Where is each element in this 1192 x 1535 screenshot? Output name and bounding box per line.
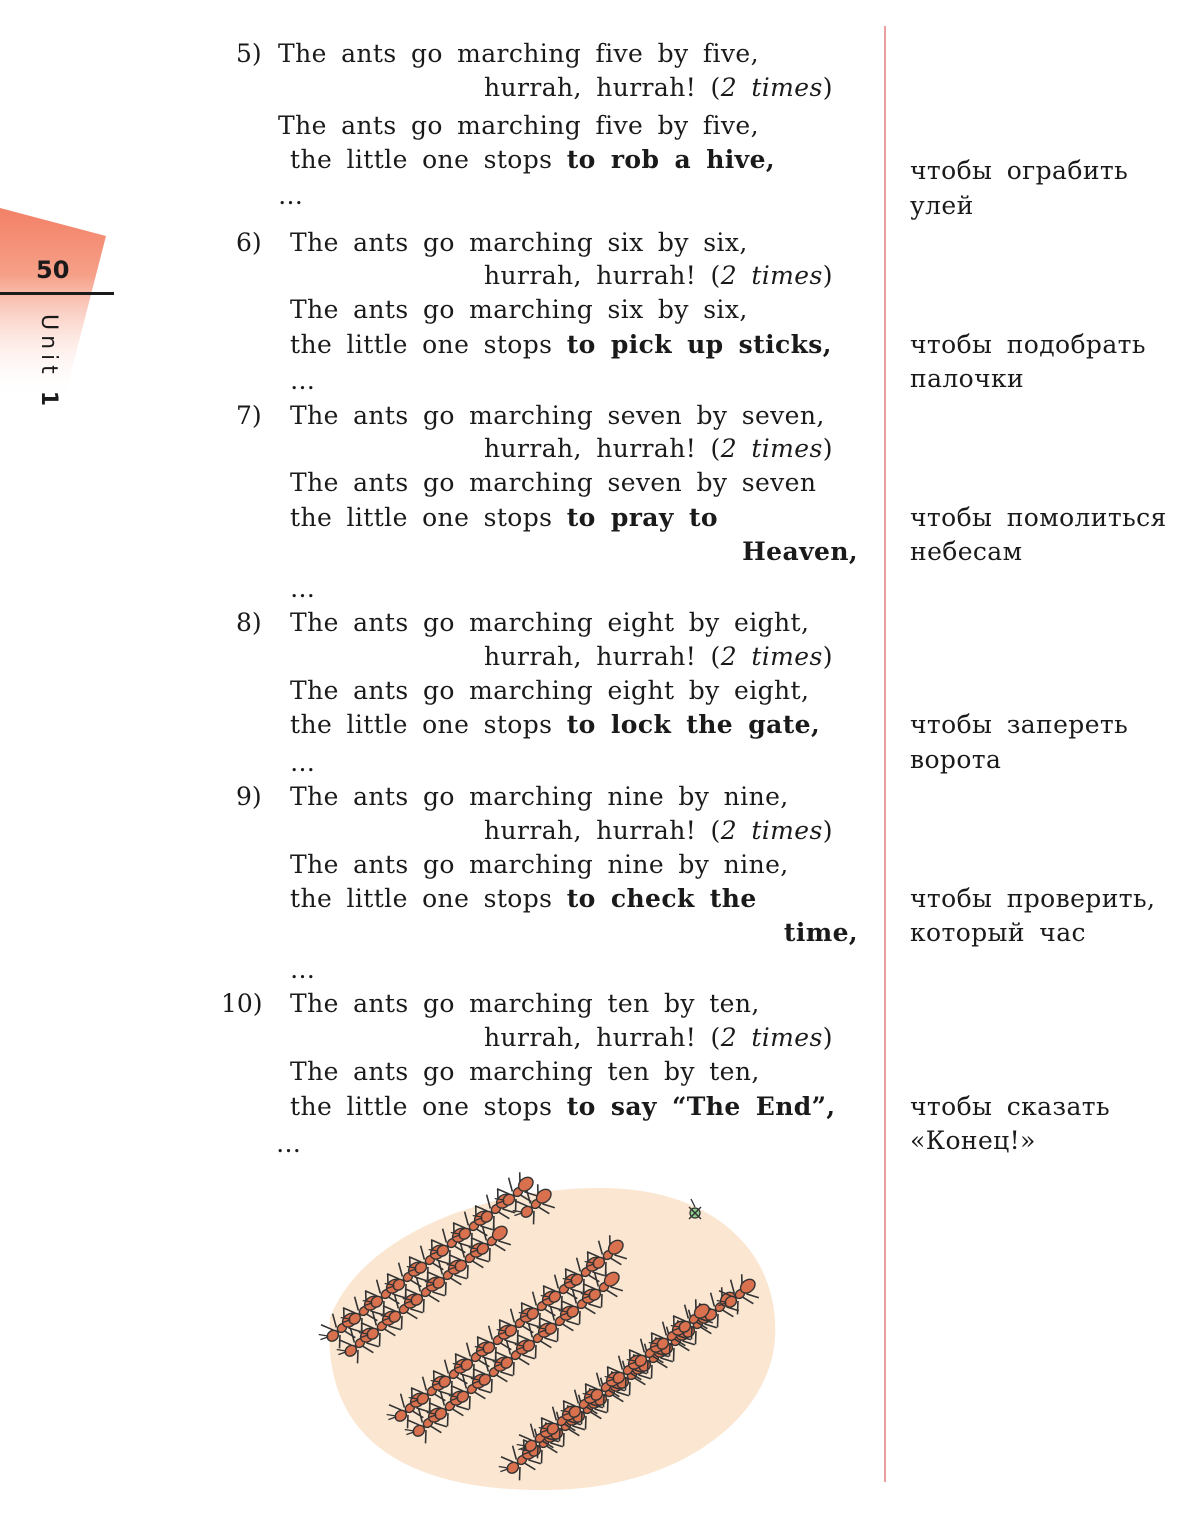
translation-gloss: улей — [910, 191, 974, 220]
unit-number: 1 — [36, 390, 61, 412]
key-phrase: to rob a hive, — [566, 145, 776, 174]
verse-line: The ants go marching five by five, — [278, 39, 759, 68]
unit-label — [36, 314, 61, 411]
refrain-line: hurrah, hurrah! (2 times) — [484, 73, 833, 102]
ellipsis: … — [290, 366, 316, 395]
verse-stop-line: the little one stops to pray to — [290, 503, 718, 532]
marching-ants-illustration — [300, 1168, 790, 1498]
verse-line: The ants go marching ten by ten, — [290, 1057, 760, 1086]
verse-stop-line: the little one stops to rob a hive, — [290, 145, 776, 174]
ellipsis: … — [290, 574, 316, 603]
refrain-times: 2 times — [720, 1023, 823, 1052]
verse-line: The ants go marching five by five, — [278, 111, 759, 140]
translation-gloss: «Конец!» — [910, 1126, 1036, 1155]
key-phrase: to pick up sticks, — [566, 330, 832, 359]
translation-gloss: чтобы сказать — [910, 1092, 1111, 1121]
verse-line: The ants go marching nine by nine, — [290, 850, 789, 879]
ellipsis: … — [290, 955, 316, 984]
refrain-times: 2 times — [720, 642, 823, 671]
verse-line: The ants go marching ten by ten, — [290, 989, 760, 1018]
ellipsis: … — [278, 181, 304, 210]
verse-line: The ants go marching nine by nine, — [290, 782, 789, 811]
key-phrase: to pray to — [566, 503, 718, 532]
translation-gloss: небесам — [910, 537, 1023, 566]
verse-number: 6) — [236, 228, 262, 257]
refrain-times: 2 times — [720, 73, 823, 102]
verse-number: 10) — [221, 989, 263, 1018]
verse-stop-continuation — [600, 916, 858, 950]
verse-stop-line: the little one stops to say “The End”, — [290, 1092, 836, 1121]
verse-stop-line: the little one stops to pick up sticks, — [290, 330, 832, 359]
verse-number: 7) — [236, 401, 262, 430]
verse-number: 5) — [236, 39, 262, 68]
refrain-line: hurrah, hurrah! (2 times) — [484, 1023, 833, 1052]
refrain-line: hurrah, hurrah! (2 times) — [484, 434, 833, 463]
refrain-line: hurrah, hurrah! (2 times) — [484, 642, 833, 671]
translation-gloss: ворота — [910, 745, 1002, 774]
translation-gloss: чтобы проверить, — [910, 884, 1156, 913]
ellipsis: … — [290, 748, 316, 777]
key-phrase: Heaven, — [742, 537, 858, 566]
translation-gloss: который час — [910, 918, 1086, 947]
verse-stop-continuation — [600, 535, 858, 569]
refrain-line: hurrah, hurrah! (2 times) — [484, 816, 833, 845]
key-phrase: time, — [783, 918, 858, 947]
margin-divider — [884, 26, 886, 1482]
little-green-ant — [689, 1199, 701, 1219]
translation-gloss: чтобы запереть — [910, 710, 1129, 739]
verse-stop-line: the little one stops to check the — [290, 884, 757, 913]
translation-gloss: чтобы помолиться — [910, 503, 1167, 532]
verse-line: The ants go marching seven by seven — [290, 468, 817, 497]
key-phrase: to check the — [566, 884, 757, 913]
key-phrase: to lock the gate, — [566, 710, 821, 739]
refrain-times: 2 times — [720, 816, 823, 845]
verse-line: The ants go marching eight by eight, — [290, 676, 810, 705]
ellipsis: … — [276, 1129, 302, 1158]
verse-line: The ants go marching six by six, — [290, 295, 748, 324]
refrain-times: 2 times — [720, 261, 823, 290]
key-phrase: to say “The End”, — [566, 1092, 836, 1121]
unit-word: Unit — [36, 314, 61, 379]
translation-gloss: чтобы ограбить — [910, 156, 1129, 185]
verse-line: The ants go marching eight by eight, — [290, 608, 810, 637]
translation-gloss: чтобы подобрать — [910, 330, 1146, 359]
verse-line: The ants go marching seven by seven, — [290, 401, 825, 430]
verse-number: 9) — [236, 782, 262, 811]
translation-gloss: палочки — [910, 364, 1025, 393]
refrain-line: hurrah, hurrah! (2 times) — [484, 261, 833, 290]
page-number: 50 — [36, 256, 70, 284]
refrain-times: 2 times — [720, 434, 823, 463]
verse-stop-line: the little one stops to lock the gate, — [290, 710, 821, 739]
verse-number: 8) — [236, 608, 262, 637]
page-number-rule — [0, 292, 114, 295]
verse-line: The ants go marching six by six, — [290, 228, 748, 257]
